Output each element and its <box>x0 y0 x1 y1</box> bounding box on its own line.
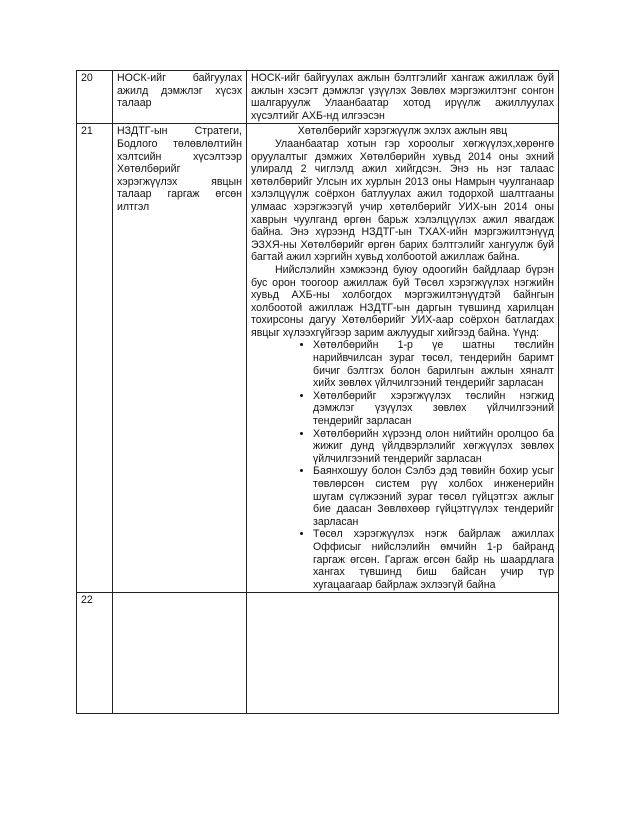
list-item: • Төсөл хэрэгжүүлэх нэгж байрлаж ажиллах Оффисыг нийслэлийн өмчийн 1-р байранд гаргаж өгсөн. Гаргаж өгсөн байр нь шаардлага хангах түвшинд биш байсан учир түр хугацаагаар байрлаж эхлээгүй байна <box>313 528 554 591</box>
bullet-list <box>251 339 554 591</box>
task-cell: НЗДТГ-ын Стратеги, Бодлого төлөвлөлтийн хэлтсийн хүсэлтээр Хөтөлбөрийг хэрэгжүүлэх явцын талаар гаргаж өгсөн илтгэл <box>113 124 247 593</box>
row-number: 21 <box>77 124 113 593</box>
section-title: Хөтөлбөрийг хэрэгжүүлж эхлэх ажлын явц <box>297 125 508 138</box>
list-item: • Хөтөлбөрийн 1-р үе шатны төслийн нарийвчилсан зураг төсөл, тендерийн баримт бичиг бэлтгэх болон барилгын ажлын хяналт хийх зөвлөх үйлчилгээний тендерийг зарласан <box>313 339 554 389</box>
row-number: 22 <box>77 593 113 714</box>
paragraph: Улаанбаатар хотын гэр хороолыг хөгжүүлэх,хөрөнгө оруулалтыг дэмжих Хөтөлбөрийн хувьд 2014 оны эхний улиралд 2 чиглэлд ажил хийгдсэн. Энэ нь нэг талаас хөтөлбөрийг Улсын их хурлын 2013 оны Намрын чуулганаар хэлэлцүүлж соёрхон батлуулах ажил тодорхой шалтгааны улмаас хэрэгжээгүй учир хөтөлбөрийг УИХ-ын 2014 оны хаврын чуулганд өргөн барьж хэлэлцүүлэх ажил явагдаж байна. Энэ хүрээнд НЗДТГ-ын ТХАХ-ийн мэргэжилтэнүүд ЭЗХЯ-ны Хөтөлбөрийг өргөн барих бэлтгэлийг хангуулж буй багтай ажил хэргийн хувьд холбоотой ажиллаж байна. <box>251 137 554 264</box>
list-item: • Баянхошуу болон Сэлбэ дэд төвийн бохир усыг төвлөрсөн систем рүү холбох инженерийн шугам сүлжээний зураг төсөл гүйцэтгэх ажлыг бие даасан Зөвлөхөөр гүйцэтгүүлэх тендерийг зарласан <box>313 465 554 528</box>
task-cell <box>113 593 247 714</box>
report-table <box>76 70 559 714</box>
list-item: • Хөтөлбөрийн хүрээнд олон нийтийн оролцоо ба жижиг дунд үйлдвэрлэлийг хөгжүүлэх зөвлөх үйлчилгээний тендерийг зарласан <box>313 428 554 466</box>
paragraph: Нийслэлийн хэмжээнд буюу одоогийн байдлаар бүрэн бус орон тоогоор ажиллаж буй Төсөл хэрэгжүүлэх нэгжийн хувьд АХБ-ны холбогдох мэргэжилтэнүүдтэй байнгын холбоотой ажиллаж НЗДТГ-ын даргын түвшинд харилцан тохирсоны дагуу Хөтөлбөрийг УИХ-аар соёрхон батлагдах явцыг хүлээхгүйгээр зарим ажлуудыг хийгээд байна. Үүнд: <box>251 263 554 339</box>
list-item: • Хөтөлбөрийг хэрэгжүүлэх төслийн нэгжид дэмжлэг үзүүлэх зөвлөх үйлчилгээний тендерийг зарласан <box>313 390 554 428</box>
report-cell: НОСК-ийг байгуулах ажлын бэлтгэлийг хангаж ажиллаж буй ажлын хэсэгт дэмжлэг үзүүлэх Зөвлөх мэргэжилтэнг сонгон шалгаруулж Улаанбаатар хотод ирүүлж ажиллуулах хүсэлтийг АХБ-нд илгээсэн <box>247 71 559 124</box>
row-number: 20 <box>77 71 113 124</box>
table-row <box>77 124 559 593</box>
report-cell <box>247 593 559 714</box>
table-row <box>77 71 559 124</box>
task-cell: НОСК-ийг байгуулах ажилд дэмжлэг хүсэх талаар <box>113 71 247 124</box>
report-cell <box>247 124 559 593</box>
table-row <box>77 593 559 714</box>
